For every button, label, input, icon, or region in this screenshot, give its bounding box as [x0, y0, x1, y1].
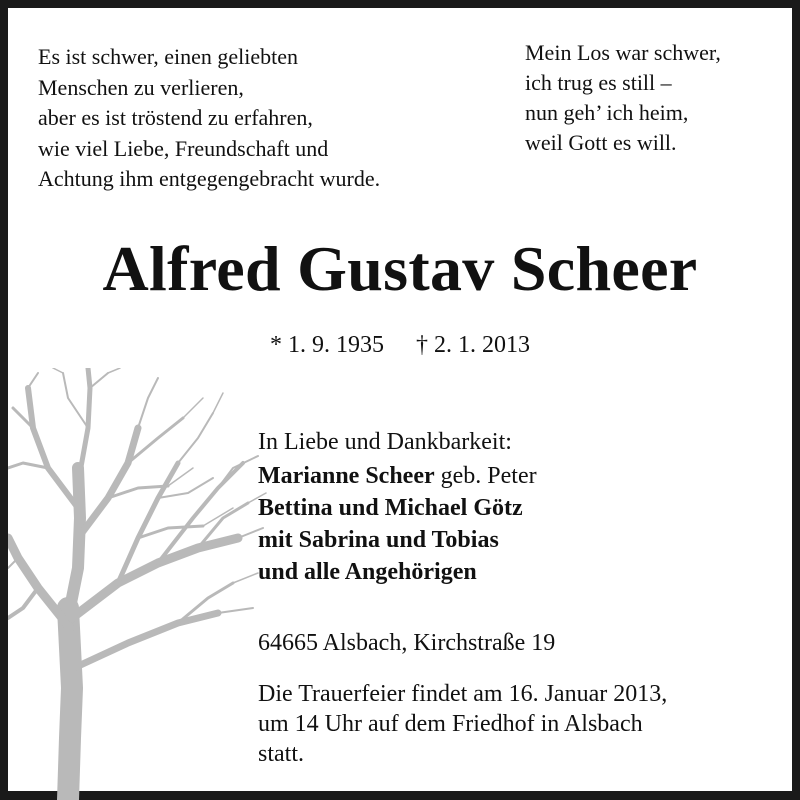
address: 64665 Alsbach, Kirchstraße 19 [258, 630, 556, 656]
quote-left [38, 42, 380, 195]
mourners-heading: In Liebe und Dankbarkeit: [258, 429, 512, 455]
mourner-name: Marianne Scheer [258, 463, 435, 489]
funeral-info-line: Die Trauerfeier findet am 16. Januar 2013, [258, 681, 668, 707]
quote-left-line: Menschen zu verlieren, [38, 74, 244, 100]
funeral-info-line: um 14 Uhr auf dem Friedhof in Alsbach [258, 711, 643, 737]
mourner-line: Bettina und Michael Götz [258, 495, 523, 521]
death-date: † 2. 1. 2013 [416, 332, 530, 358]
bare-tree-icon [8, 368, 268, 800]
mourner-line: mit Sabrina und Tobias [258, 527, 499, 553]
quote-right [525, 38, 721, 158]
mourners-block [258, 426, 537, 588]
quote-right-line: ich trug es still – [525, 70, 672, 95]
mourner-line: und alle Angehörigen [258, 559, 477, 585]
mourner-line [258, 460, 537, 492]
funeral-info [258, 679, 667, 769]
quote-left-line: Achtung ihm entgegengebracht wurde. [38, 166, 381, 191]
deceased-name: Alfred Gustav Scheer [102, 233, 698, 304]
quote-left-line: wie viel Liebe, Freundschaft und [38, 135, 329, 161]
quote-right-line: nun geh’ ich heim, [525, 100, 689, 125]
life-dates [8, 332, 792, 359]
quote-right-line: Mein Los war schwer, [525, 40, 721, 65]
quote-right-line: weil Gott es will. [525, 130, 677, 155]
birth-date: * 1. 9. 1935 [270, 332, 384, 358]
mourner-note: geb. Peter [434, 463, 537, 489]
funeral-info-line: statt. [258, 741, 304, 767]
quote-left-line: Es ist schwer, einen geliebten [38, 44, 298, 69]
quote-left-line: aber es ist tröstend zu erfahren, [38, 105, 313, 130]
